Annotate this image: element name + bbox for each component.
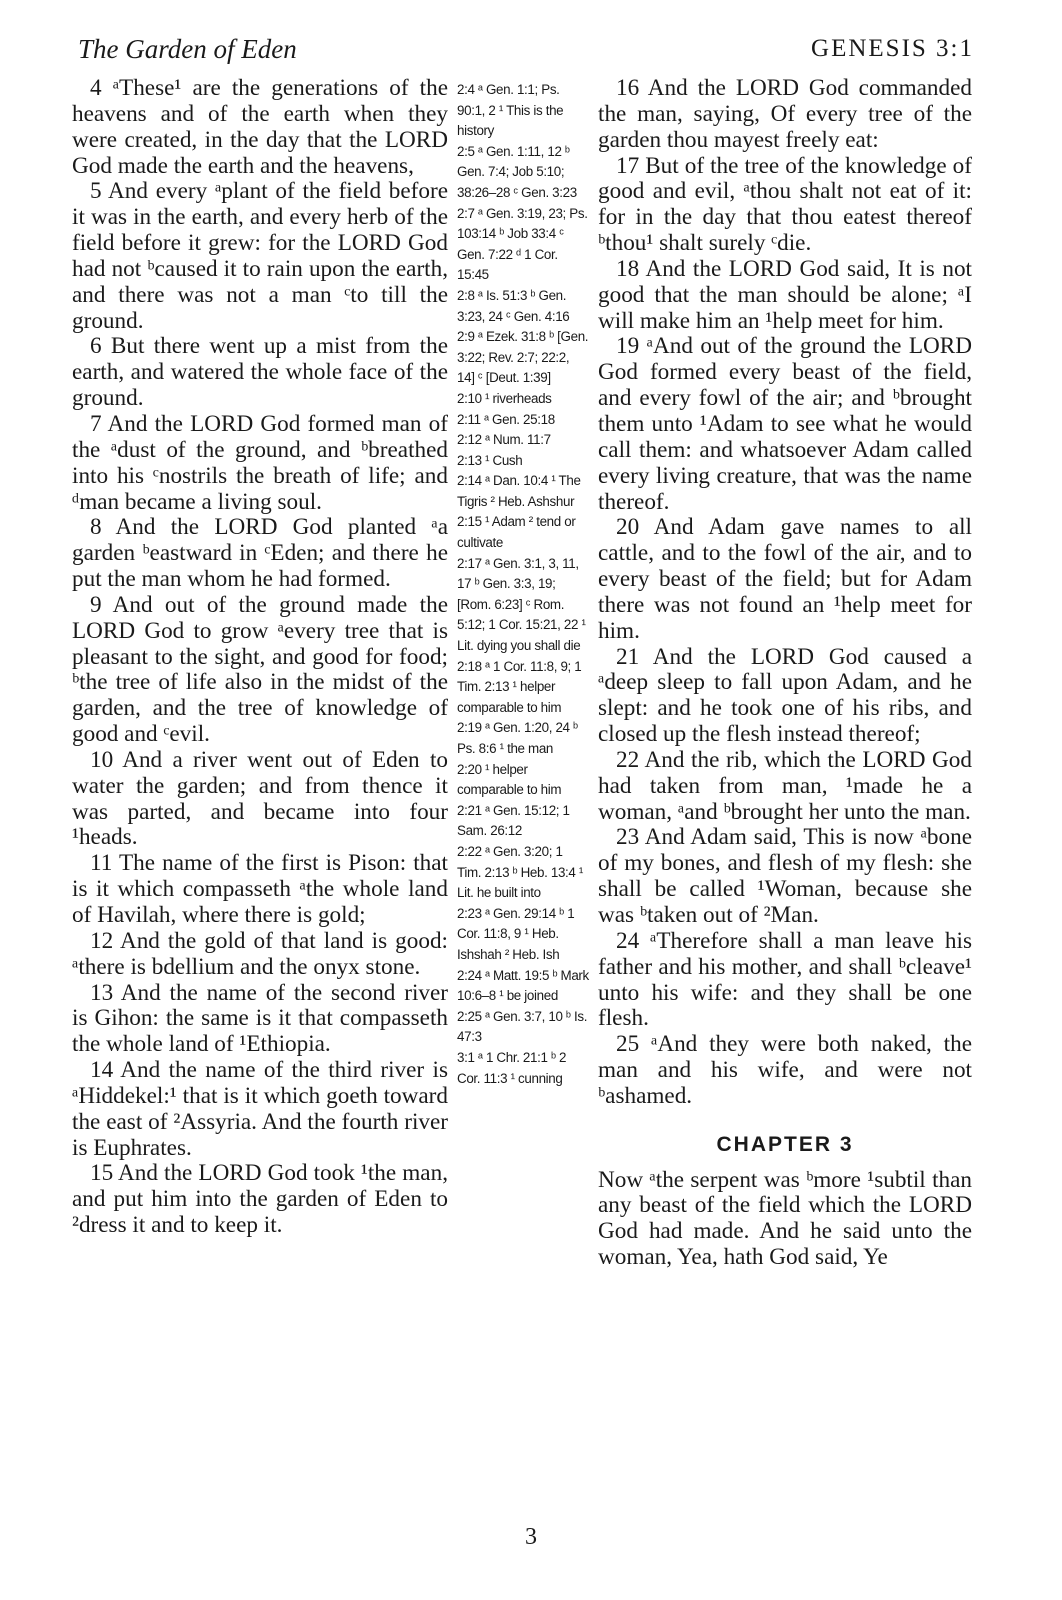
verse-2-5: 5 And every ᵃplant of the field before it was in the earth, and every herb of the field before it grew: for the LORD God had not ᵇcaused it to rain upon the earth, and there was not a man ᶜto till the ground. (72, 178, 448, 334)
cross-reference-note: 2:18 ᵃ 1 Cor. 11:8, 9; 1 Tim. 2:13 ¹ helper comparable to him (457, 658, 582, 715)
verse-2-20: 20 And Adam gave names to all cattle, and to the fowl of the air, and to every beast of the field; but for Adam there was not found an ¹help meet for him. (598, 514, 972, 644)
cross-reference-note: 2:19 ᵃ Gen. 1:20, 24 ᵇ Ps. 8:6 ¹ the man (457, 720, 578, 756)
cross-reference-note: 3:1 ᵃ 1 Chr. 21:1 ᵇ 2 Cor. 11:3 ¹ cunning (457, 1049, 567, 1086)
cross-reference-note: 2:21 ᵃ Gen. 15:12; 1 Sam. 26:12 (457, 802, 570, 839)
verse-2-19: 19 ᵃAnd out of the ground the LORD God formed every beast of the field, and every fowl of the air; and ᵇbrought them unto ¹Adam to see what he would call them: and whatsoever Adam called every living creature, that was the name thereof. (598, 333, 972, 515)
page-number: 3 (525, 1524, 537, 1550)
verse-2-12: 12 And the gold of that land is good: ᵃthere is bdellium and the onyx stone. (72, 927, 448, 980)
chapter-heading: CHAPTER 3 (716, 1132, 854, 1156)
cross-reference-note: 2:9 ᵃ Ezek. 31:8 ᵇ [Gen. 3:22; Rev. 2:7; 22:2, 14] ᶜ [Deut. 1:39] (457, 329, 589, 386)
cross-reference-note: 2:25 ᵃ Gen. 3:7, 10 ᵇ Is. 47:3 (457, 1008, 588, 1045)
verse-2-4: 4 ᵃThese¹ are the generations of the heavens and of the earth when they were created, in the day that the LORD God made the earth and the heavens, (72, 75, 448, 179)
right-text-column (598, 76, 972, 1271)
cross-reference-note: 2:11 ᵃ Gen. 25:18 (457, 411, 555, 427)
cross-reference-note: 2:15 ¹ Adam ² tend or cultivate (457, 514, 576, 551)
cross-reference-note: 2:4 ᵃ Gen. 1:1; Ps. 90:1, 2 ¹ This is the history (457, 82, 564, 139)
verse-2-9: 9 And out of the ground made the LORD God to grow ᵃevery tree that is pleasant to the sight, and good for food; ᵇthe tree of life also in the midst of the garden, and the tree of knowledge of good and ᶜevil. (72, 591, 448, 748)
cross-reference-note: 2:20 ¹ helper comparable to him (457, 761, 562, 798)
verse-2-6: 6 But there went up a mist from the earth, and watered the whole face of the ground. (72, 333, 448, 412)
verse-2-13: 13 And the name of the second river is Gihon: the same is it that compasseth the whole land of ¹Ethiopia. (72, 979, 448, 1058)
cross-reference-note: 2:17 ᵃ Gen. 3:1, 3, 11, 17 ᵇ Gen. 3:3, 19; [Rom. 6:23] ᶜ Rom. 5:12; 1 Cor. 15:21, 22 ¹ Lit. dying you shall die (457, 555, 586, 654)
verse-2-21: 21 And the LORD God caused a ᵃdeep sleep to fall upon Adam, and he slept: and he took one of his ribs, and closed up the flesh instead thereof; (598, 643, 972, 748)
cross-reference-note: 2:22 ᵃ Gen. 3:20; 1 Tim. 2:13 ᵇ Heb. 13:4 ¹ Lit. he built into (457, 843, 584, 901)
cross-reference-note: 2:8 ᵃ Is. 51:3 ᵇ Gen. 3:23, 24 ᶜ Gen. 4:16 (457, 287, 570, 324)
verse-2-10: 10 And a river went out of Eden to water the garden; and from thence it was parted, and became into four ¹heads. (72, 746, 448, 851)
verse-3-1: Now ᵃthe serpent was ᵇmore ¹subtil than any beast of the field which the LORD God had made. And he said unto the woman, Yea, hath God said, Ye (598, 1166, 972, 1271)
verse-2-18: 18 And the LORD God said, It is not good that the man should be alone; ᵃI will make him an ¹help meet for him. (598, 255, 972, 334)
verse-2-16: 16 And the LORD God commanded the man, saying, Of every tree of the garden thou mayest freely eat: (598, 75, 972, 153)
verse-2-11: 11 The name of the first is Pison: that is it which compasseth ᵃthe whole land of Havilah, where there is gold; (72, 850, 448, 928)
running-header-reference: GENESIS 3:1 (811, 35, 974, 62)
left-text-column (72, 76, 448, 1239)
verse-2-7: 7 And the LORD God formed man of the ᵃdust of the ground, and ᵇbreathed into his ᶜnostrils the breath of life; and ᵈman became a living soul. (72, 410, 448, 515)
cross-reference-note: 2:5 ᵃ Gen. 1:11, 12 ᵇ Gen. 7:4; Job 5:10; 38:26–28 ᶜ Gen. 3:23 (457, 143, 577, 200)
cross-reference-note: 2:14 ᵃ Dan. 10:4 ¹ The Tigris ² Heb. Ashshur (457, 473, 581, 509)
verse-2-15: 15 And the LORD God took ¹the man, and put him into the garden of Eden to ²dress it and to keep it. (72, 1160, 448, 1239)
verse-2-22: 22 And the rib, which the LORD God had taken from man, ¹made he a woman, ᵃand ᵇbrought her unto the man. (598, 746, 972, 825)
cross-reference-note: 2:13 ¹ Cush (457, 452, 523, 468)
verse-2-25: 25 ᵃAnd they were both naked, the man and his wife, and were not ᵇashamed. (598, 1031, 972, 1109)
cross-reference-note: 2:10 ¹ riverheads (457, 390, 552, 406)
cross-reference-note: 2:24 ᵃ Matt. 19:5 ᵇ Mark 10:6–8 ¹ be joined (457, 967, 589, 1004)
cross-reference-note: 2:12 ᵃ Num. 11:7 (457, 432, 551, 448)
cross-reference-note: 2:23 ᵃ Gen. 29:14 ᵇ 1 Cor. 11:8, 9 ¹ Heb. Ishshah ² Heb. Ish (457, 905, 575, 962)
cross-reference-note: 2:7 ᵃ Gen. 3:19, 23; Ps. 103:14 ᵇ Job 33:4 ᶜ Gen. 7:22 ᵈ 1 Cor. 15:45 (457, 205, 588, 283)
verse-2-14: 14 And the name of the third river is ᵃHiddekel:¹ that is it which goeth toward the east of ²Assyria. And the fourth river is Euphrates. (72, 1057, 448, 1161)
running-header-title: The Garden of Eden (78, 34, 297, 64)
verse-2-8: 8 And the LORD God planted ᵃa garden ᵇeastward in ᶜEden; and there he put the man whom he had formed. (72, 514, 448, 593)
verse-2-17: 17 But of the tree of the knowledge of good and evil, ᵃthou shalt not eat of it: for in the day that thou eatest thereof ᵇthou¹ shalt surely ᶜdie. (598, 152, 972, 257)
verse-2-23: 23 And Adam said, This is now ᵃbone of my bones, and flesh of my flesh: she shall be called ¹Woman, because she was ᵇtaken out of ²Man. (598, 824, 972, 928)
cross-reference-column (457, 80, 589, 1089)
verse-2-24: 24 ᵃTherefore shall a man leave his father and his mother, and shall ᵇcleave¹ unto his wife: and they shall be one flesh. (598, 927, 972, 1032)
